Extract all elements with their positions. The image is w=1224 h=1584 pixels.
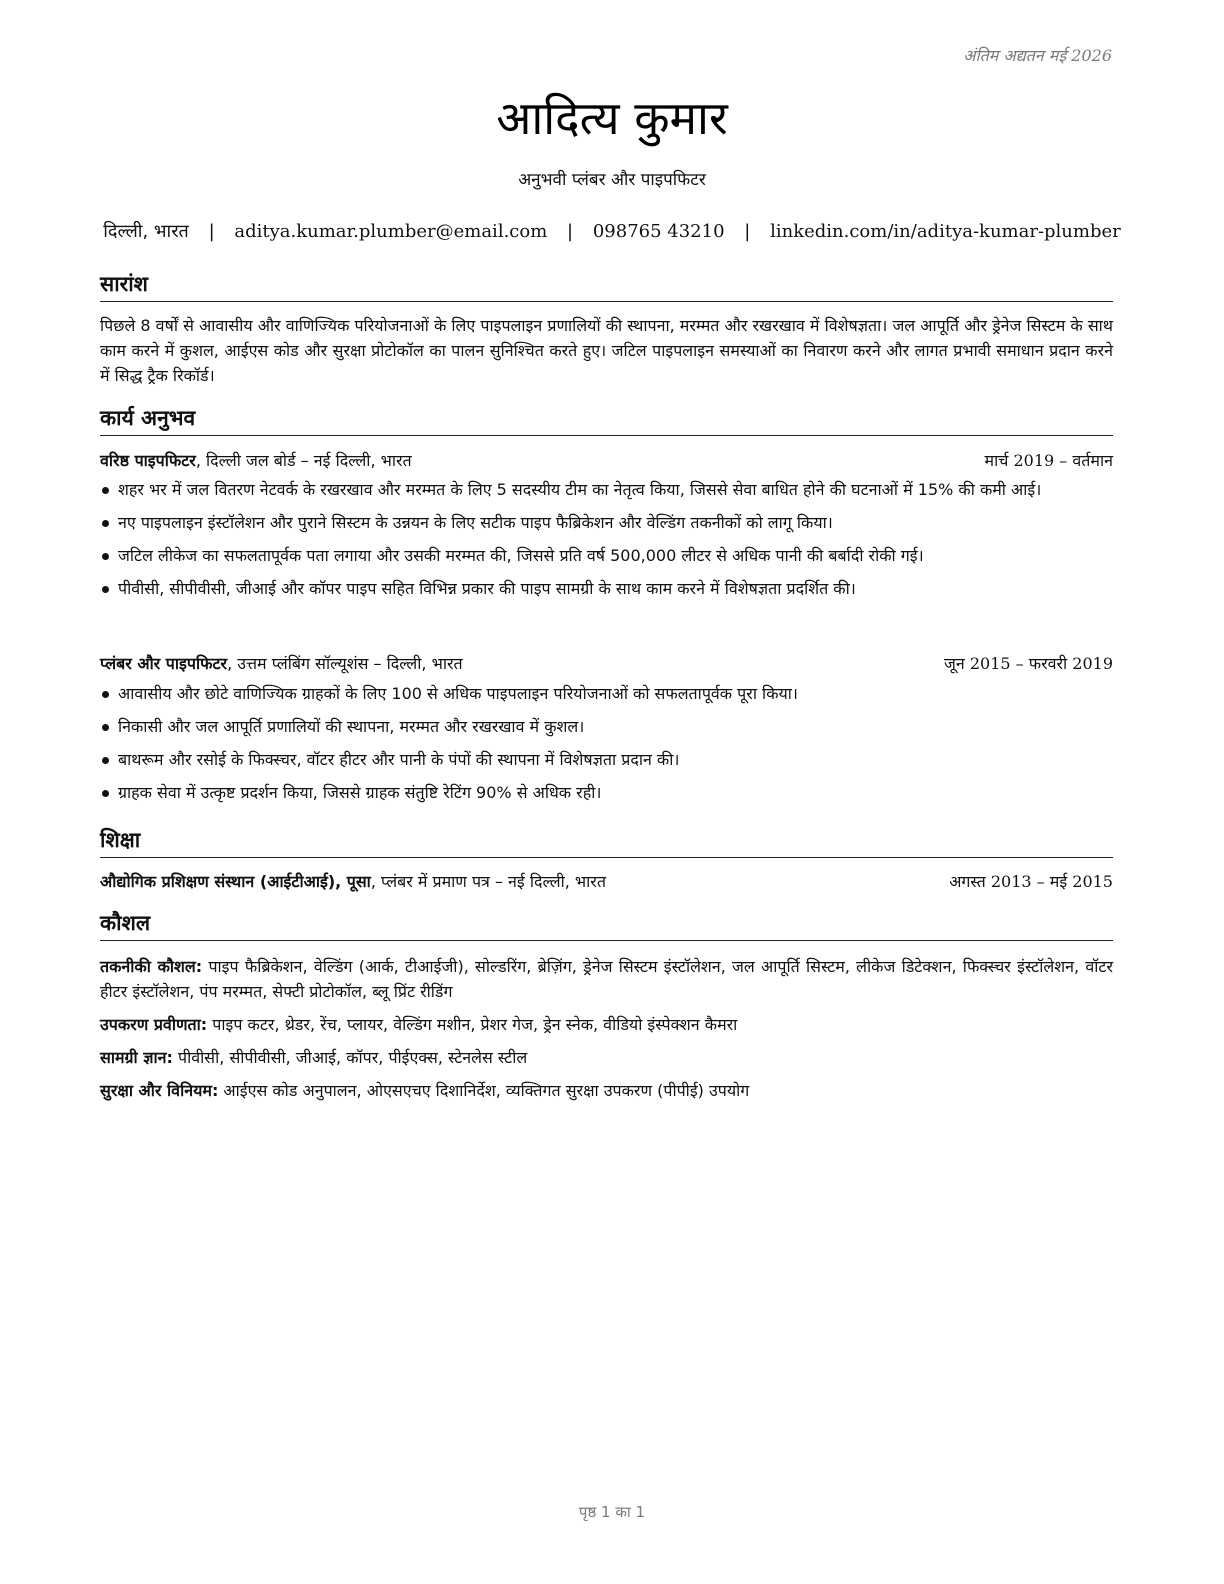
job-title-line	[100, 652, 463, 674]
contact-phone: 098765 43210	[592, 221, 725, 242]
skill-line	[100, 1012, 1113, 1037]
section-title-experience: कार्य अनुभव	[100, 404, 1113, 436]
skill-label: सामग्री ज्ञान:	[100, 1048, 173, 1067]
list-item	[100, 477, 1113, 502]
section-title-summary: सारांश	[100, 270, 1113, 302]
bullet-text: ग्राहक सेवा में उत्कृष्ट प्रदर्शन किया, जिससे ग्राहक संतुष्टि रेटिंग 90% से अधिक रही।	[118, 783, 602, 802]
contact-separator: |	[208, 221, 215, 242]
list-item	[100, 714, 1113, 739]
bullet-icon	[102, 790, 109, 797]
list-item	[100, 510, 1113, 535]
education-dates: अगस्त 2013 – मई 2015	[949, 872, 1113, 891]
bullet-text: बाथरूम और रसोई के फिक्स्चर, वॉटर हीटर और पानी के पंपों की स्थापना में विशेषज्ञता प्रदान की।	[118, 750, 680, 769]
job-dates: जून 2015 – फरवरी 2019	[944, 654, 1113, 673]
education-detail: , प्लंबर में प्रमाण पत्र – नई दिल्ली, भारत	[370, 872, 606, 891]
job-header	[100, 449, 1113, 471]
job-bullets	[100, 681, 1113, 813]
job-role: प्लंबर और पाइपफिटर	[100, 654, 228, 673]
bullet-text: नए पाइपलाइन इंस्टॉलेशन और पुराने सिस्टम के उन्नयन के लिए सटीक पाइप फैब्रिकेशन और वेल्डिंग तकनीकों को लागू किया।	[118, 513, 833, 532]
education-institution: औद्योगिक प्रशिक्षण संस्थान (आईटीआई), पूसा	[100, 872, 371, 891]
bullet-icon	[102, 757, 109, 764]
last-updated: अंतिम अद्यतन मई 2026	[963, 46, 1112, 65]
job-title-line	[100, 449, 412, 471]
job-role: वरिष्ठ पाइपफिटर	[100, 451, 196, 470]
list-item	[100, 780, 1113, 805]
contact-line	[0, 219, 1224, 243]
skill-value: पाइप फैब्रिकेशन, वेल्डिंग (आर्क, टीआईजी), सोल्डरिंग, ब्रेज़िंग, ड्रेनेज सिस्टम इंस्टॉलेशन, जल आपूर्ति सिस्टम, लीकेज डिटेक्शन, फिक्स्चर इंस्टॉलेशन, वॉटर हीटर इंस्टॉलेशन, पंप मरम्मत, सेफ्टी प्रोटोकॉल, ब्लू प्रिंट रीडिंग	[100, 957, 1113, 1001]
bullet-text: जटिल लीकेज का सफलतापूर्वक पता लगाया और उसकी मरम्मत की, जिससे प्रति वर्ष 500,000 लीटर से अधिक पानी की बर्बादी रोकी गई।	[118, 546, 924, 565]
bullet-icon	[102, 724, 109, 731]
bullet-text: शहर भर में जल वितरण नेटवर्क के रखरखाव और मरम्मत के लिए 5 सदस्यीय टीम का नेतृत्व किया, जिससे सेवा बाधित होने की घटनाओं में 15% की कमी आई।	[118, 480, 1042, 499]
skill-line	[100, 1078, 1113, 1103]
contact-separator: |	[567, 221, 574, 242]
contact-separator: |	[744, 221, 751, 242]
bullet-icon	[102, 487, 109, 494]
bullet-icon	[102, 691, 109, 698]
contact-location: दिल्ली, भारत	[103, 221, 189, 242]
job-org: , उत्तम प्लंबिंग सॉल्यूशंस – दिल्ली, भारत	[227, 654, 463, 673]
contact-linkedin[interactable]: linkedin.com/in/aditya-kumar-plumber	[770, 221, 1121, 242]
candidate-title: अनुभवी प्लंबर और पाइपफिटर	[518, 170, 706, 190]
skill-value: पीवीसी, सीपीवीसी, जीआई, कॉपर, पीईएक्स, स्टेनलेस स्टील	[172, 1048, 528, 1067]
bullet-icon	[102, 553, 109, 560]
bullet-text: आवासीय और छोटे वाणिज्यिक ग्राहकों के लिए 100 से अधिक पाइपलाइन परियोजनाओं को सफलतापूर्वक पूरा किया।	[118, 684, 798, 703]
job-dates: मार्च 2019 – वर्तमान	[984, 451, 1113, 470]
skill-value: आईएस कोड अनुपालन, ओएसएचए दिशानिर्देश, व्यक्तिगत सुरक्षा उपकरण (पीपीई) उपयोग	[218, 1081, 750, 1100]
section-title-education: शिक्षा	[100, 826, 1113, 858]
skill-line	[100, 954, 1113, 1004]
skill-line	[100, 1045, 1113, 1070]
bullet-icon	[102, 520, 109, 527]
skill-label: उपकरण प्रवीणता:	[100, 1015, 208, 1034]
list-item	[100, 747, 1113, 772]
bullet-text: निकासी और जल आपूर्ति प्रणालियों की स्थापना, मरम्मत और रखरखाव में कुशल।	[118, 717, 585, 736]
job-org: , दिल्ली जल बोर्ड – नई दिल्ली, भारत	[195, 451, 412, 470]
candidate-name: आदित्य कुमार	[496, 91, 728, 145]
section-title-skills: कौशल	[100, 909, 1113, 941]
summary-text: पिछले 8 वर्षों से आवासीय और वाणिज्यिक परियोजनाओं के लिए पाइपलाइन प्रणालियों की स्थापना, मरम्मत और रखरखाव में विशेषज्ञता। जल आपूर्ति और ड्रेनेज सिस्टम के साथ काम करने में कुशल, आईएस कोड और सुरक्षा प्रोटोकॉल का पालन सुनिश्चित करते हुए। जटिल पाइपलाइन समस्याओं का निवारण करने और लागत प्रभावी समाधान प्रदान करने में सिद्ध ट्रैक रिकॉर्ड।	[100, 316, 1113, 385]
list-item	[100, 681, 1113, 706]
skill-value: पाइप कटर, थ्रेडर, रेंच, प्लायर, वेल्डिंग मशीन, प्रेशर गेज, ड्रेन स्नेक, वीडियो इंस्पेक्शन कैमरा	[207, 1015, 738, 1034]
job-header	[100, 652, 1113, 674]
skill-label: सुरक्षा और विनियम:	[100, 1081, 219, 1100]
list-item	[100, 543, 1113, 568]
bullet-icon	[102, 586, 109, 593]
education-line	[100, 870, 606, 892]
list-item	[100, 576, 1113, 601]
job-bullets	[100, 477, 1113, 609]
skill-label: तकनीकी कौशल:	[100, 957, 203, 976]
bullet-text: पीवीसी, सीपीवीसी, जीआई और कॉपर पाइप सहित विभिन्न प्रकार की पाइप सामग्री के साथ काम करने में विशेषज्ञता प्रदर्शित की।	[118, 579, 856, 598]
education-entry	[100, 870, 1113, 892]
contact-email[interactable]: aditya.kumar.plumber@email.com	[234, 221, 548, 242]
page-number: पृष्ठ 1 का 1	[578, 1503, 646, 1521]
